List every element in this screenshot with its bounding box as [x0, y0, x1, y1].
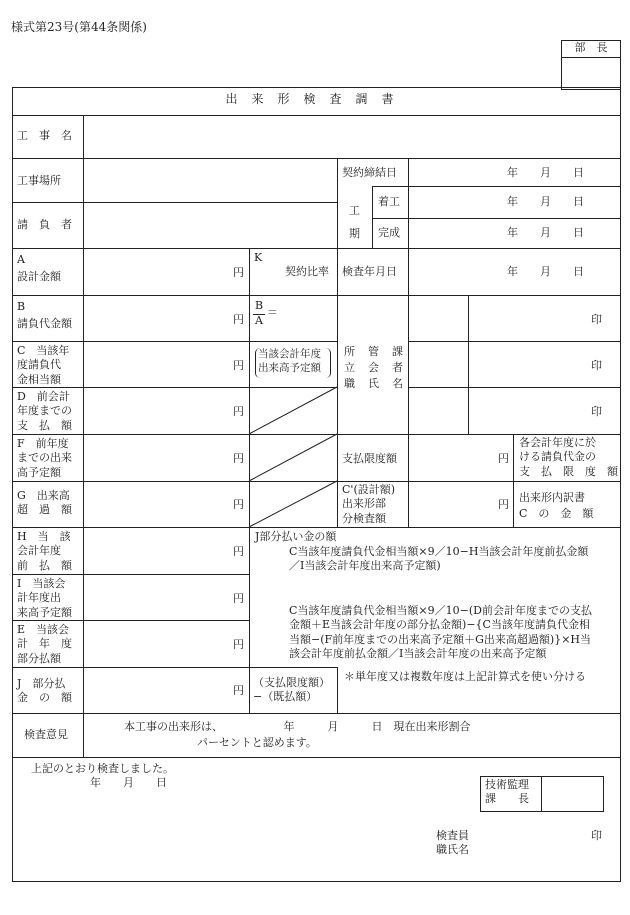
label-H: H 当 該 会計年度 前 払 額 [17, 530, 72, 572]
date-kansei: 年 月 日 [507, 226, 584, 239]
label-F: F 前年度 までの出来 高予定額 [17, 437, 72, 479]
yen-H: 円 [233, 545, 244, 558]
yen-J: 円 [233, 684, 244, 697]
label-sekkei-kingaku: 設計金額 [17, 270, 61, 283]
label-C-prime: C'(設計額) 出来形部 分検査額 [342, 483, 396, 525]
yen-shiharai-gendo: 円 [498, 452, 509, 465]
ratio-numerator: B [254, 299, 264, 312]
label-gijutsu-kanri: 技術監理 課 長 [485, 778, 529, 806]
label-chakko: 着工 [378, 195, 400, 208]
label-kaku-kaikei: 各会計年度に於 ける請負代金の 支 払 限 度 額 [519, 436, 618, 478]
label-C: C 当該年 度請負代 金相当額 [17, 344, 70, 386]
label-A: A [17, 253, 25, 266]
footer-statement: 上記のとおり検査しました。 [31, 762, 174, 775]
in-1: 印 [591, 313, 602, 326]
date-kensa: 年 月 日 [507, 265, 584, 278]
label-J: J 部分払 金 の 額 [17, 677, 72, 705]
ratio-equals: ＝ [267, 306, 278, 319]
in-kensain: 印 [591, 829, 602, 842]
opinion-line-1: 本工事の出来形は、 年 月 日 現在出来形割合 [124, 720, 471, 733]
bucho-label: 部 長 [574, 41, 608, 54]
in-2: 印 [591, 359, 602, 372]
yen-C-prime: 円 [498, 498, 509, 511]
formula-1: C当該年度請負代金相当額×9／10−H当該会計年度前払金額 ／I当該会計年度出来高予定額) [289, 545, 589, 573]
label-kensa-iken: 検査意見 [24, 728, 68, 741]
yen-I: 円 [233, 592, 244, 605]
label-shiharai-gendo: 支払限度額 [342, 452, 397, 465]
in-3: 印 [591, 405, 602, 418]
label-K: K [254, 251, 263, 264]
label-ukeoisha: 請 負 者 [17, 218, 72, 231]
form-number: 様式第23号(第44条関係) [11, 20, 147, 34]
label-kensa-nengappi: 検査年月日 [342, 265, 397, 278]
footer-date: 年 月 日 [90, 776, 167, 789]
yen-E: 円 [233, 638, 244, 651]
formula-note: ＊単年度又は複数年度は上記計算式を使い分ける [344, 670, 586, 683]
opinion-line-2: パーセントと認めます。 [197, 736, 317, 749]
formula-2: C当該年度請負代金相当額×9／10−(D前会計年度までの支払 金額＋E当該会計年度の部分払金額)−{C当該年度請負代金相 当額−(F前年度までの出来高予定額＋G出来高超過額)}×H当 該会計年度前払金額／I当該会計年度の出来高予定額 [289, 604, 592, 660]
date-chakko: 年 月 日 [507, 195, 584, 208]
yen-A: 円 [233, 266, 244, 279]
label-shokan: 所 管 課 立 会 者 職 氏 名 [344, 345, 404, 390]
yen-D: 円 [233, 405, 244, 418]
label-I: I 当該会 計年度出 来高予定額 [17, 577, 72, 619]
label-kansei: 完成 [378, 226, 400, 239]
formula-heading: J部分払い金の額 [255, 530, 337, 543]
date-keiyaku: 年 月 日 [507, 166, 584, 179]
label-koji-basho: 工事場所 [17, 174, 61, 187]
label-G: G 出来高 超 過 額 [17, 489, 72, 517]
label-koji-mei: 工 事 名 [17, 129, 72, 142]
label-D: D 前会計 年度までの 支 払 額 [17, 390, 72, 432]
form-title: 出来形検査調書 [225, 92, 408, 106]
label-E: E 当該会 計 年 度 部分払額 [17, 623, 72, 665]
label-ukeoi-daikin: 請負代金額 [17, 317, 72, 330]
label-keiyaku-teiketsu: 契約締結日 [342, 166, 397, 179]
label-uchiwake: 出来形内訳書 C の 金 額 [519, 491, 594, 520]
label-kensain: 検査員 職氏名 [436, 829, 469, 857]
label-koki: 工 期 [349, 204, 360, 241]
yen-G: 円 [233, 498, 244, 511]
label-B: B [17, 300, 26, 313]
ratio-denominator: A [255, 314, 263, 327]
yen-B: 円 [233, 313, 244, 326]
yen-F: 円 [233, 452, 244, 465]
label-togai-dekidaka: 当該会計年度 出来高予定額 [258, 348, 321, 374]
yen-C: 円 [233, 359, 244, 372]
label-keiyaku-hiritsu: 契約比率 [285, 265, 329, 278]
label-shiharai-kikan: （支払限度額） −（既払額） [253, 676, 330, 704]
